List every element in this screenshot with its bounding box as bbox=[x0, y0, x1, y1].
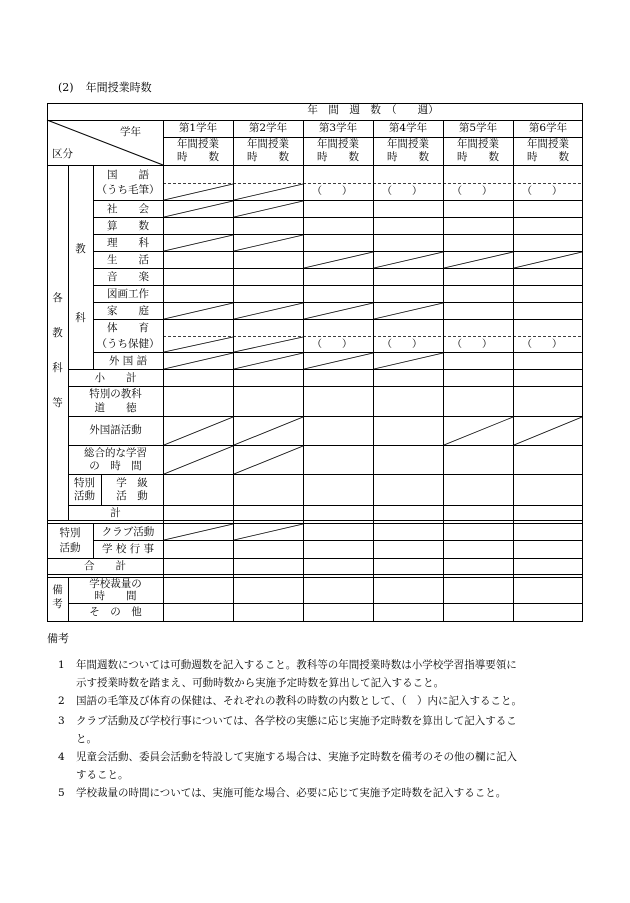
grade-4-header: 第4学年 bbox=[388, 122, 428, 134]
hours-label-2: 時 数 bbox=[317, 151, 359, 163]
hours-label-2: 時 数 bbox=[527, 151, 569, 163]
note-number: 2 bbox=[58, 695, 65, 707]
hours-label-2: 時 数 bbox=[387, 151, 429, 163]
gakunen-label: 学年 bbox=[120, 126, 141, 138]
grade-5-header: 第5学年 bbox=[458, 122, 498, 134]
gyoji-label: 学 校 行 事 bbox=[101, 543, 154, 555]
notes-title: 備考 bbox=[47, 632, 69, 645]
group-kaku-1: 各 bbox=[52, 292, 63, 304]
subject-sansu: 算 数 bbox=[107, 220, 149, 232]
tokkatsu-label-2: 活動 bbox=[74, 490, 95, 502]
hours-label-1: 年間授業 bbox=[527, 138, 569, 150]
subject-ongaku: 音 楽 bbox=[107, 271, 149, 283]
weeks-header: 年 間 週 数 （ 週） bbox=[307, 104, 439, 116]
tokubetsu-label-1: 特別 bbox=[59, 527, 81, 539]
paren-hoken-g5: （ ） bbox=[452, 339, 492, 350]
hours-label-1: 年間授業 bbox=[387, 138, 429, 150]
note-text: 学校裁量の時間については、実施可能な場合、必要に応じて実施予定時数を記入すること。 bbox=[76, 787, 507, 799]
hours-label-1: 年間授業 bbox=[457, 138, 499, 150]
note-number: 4 bbox=[58, 751, 65, 763]
tokubetsu-label-2: 活動 bbox=[59, 542, 81, 554]
hours-label-1: 年間授業 bbox=[177, 138, 219, 150]
note-text-cont: と。 bbox=[76, 733, 97, 745]
subject-taiiku: 体 育 bbox=[107, 322, 149, 334]
gakkyu-label-2: 活 動 bbox=[116, 490, 148, 502]
note-text-cont: 示す授業時数を踏まえ、可動時数から実施予定時数を算出して記入すること。 bbox=[76, 677, 445, 689]
doutoku-label-2: 道 徳 bbox=[94, 402, 137, 414]
note-text: 年間週数については可動週数を記入すること。教科等の年間授業時数は小学校学習指導要領に bbox=[76, 659, 517, 671]
paren-mohitsu-g3: （ ） bbox=[312, 186, 352, 197]
section-title-text: 年間授業時数 bbox=[85, 81, 152, 94]
hours-label-2: 時 数 bbox=[457, 151, 499, 163]
tokkatsu-label-1: 特別 bbox=[74, 477, 95, 489]
hours-label-2: 時 数 bbox=[247, 151, 289, 163]
paren-hoken-g6: （ ） bbox=[522, 339, 562, 350]
sairyo-label-2: 時 間 bbox=[94, 590, 137, 602]
subject-shakai: 社 会 bbox=[107, 203, 149, 215]
gaikokugo-katsudo-label: 外国語活動 bbox=[89, 424, 142, 436]
group-kaku-2: 教 bbox=[52, 327, 63, 339]
note-4 bbox=[58, 748, 588, 784]
sogo-label-1: 総合的な学習 bbox=[84, 447, 147, 459]
note-5 bbox=[58, 784, 588, 802]
hours-label-2: 時 数 bbox=[177, 151, 219, 163]
biko-label-1: 備 bbox=[52, 584, 63, 596]
grade-3-header: 第3学年 bbox=[318, 122, 358, 134]
subject-katei: 家 庭 bbox=[107, 305, 149, 317]
note-number: 5 bbox=[58, 787, 65, 799]
note-3 bbox=[58, 712, 588, 748]
subject-mohitsu: （うち毛筆） bbox=[96, 184, 160, 196]
sogo-label-2: の 時 間 bbox=[89, 460, 142, 472]
grade-1-header: 第1学年 bbox=[178, 122, 218, 134]
subject-seikatsu: 生 活 bbox=[107, 254, 149, 266]
paren-mohitsu-g6: （ ） bbox=[522, 186, 562, 197]
note-number: 3 bbox=[58, 715, 65, 727]
note-text-cont: すること。 bbox=[76, 769, 129, 781]
note-text: 国語の毛筆及び体育の保健は、それぞれの教科の時数の内数として、（ ）内に記入すること。 bbox=[76, 695, 523, 707]
group-kyoka-1: 教 bbox=[75, 243, 86, 255]
subject-zuga: 図画工作 bbox=[107, 288, 149, 300]
sonota-label: そ の 他 bbox=[89, 606, 142, 618]
gokei-label: 合 計 bbox=[84, 560, 126, 572]
shokei-label: 小 計 bbox=[94, 372, 137, 384]
hours-label-1: 年間授業 bbox=[247, 138, 289, 150]
club-label: クラブ活動 bbox=[101, 526, 155, 538]
paren-hoken-g4: （ ） bbox=[382, 339, 422, 350]
sairyo-label-1: 学校裁量の bbox=[89, 578, 142, 590]
grade-2-header: 第2学年 bbox=[248, 122, 288, 134]
gakkyu-label-1: 学 級 bbox=[116, 477, 148, 489]
doutoku-label-1: 特別の教科 bbox=[89, 388, 142, 400]
subject-hoken: （うち保健） bbox=[96, 338, 160, 350]
grade-6-header: 第6学年 bbox=[528, 122, 568, 134]
note-1 bbox=[58, 656, 588, 692]
note-number: 1 bbox=[58, 659, 65, 671]
subject-gaikokugo: 外 国 語 bbox=[108, 355, 148, 367]
note-2 bbox=[58, 692, 588, 710]
group-kyoka-2: 科 bbox=[75, 312, 86, 324]
note-text: 児童会活動、委員会活動を特設して実施する場合は、実施予定時数を備考のその他の欄に記入 bbox=[76, 751, 517, 763]
biko-label-2: 考 bbox=[52, 598, 63, 610]
paren-mohitsu-g4: （ ） bbox=[382, 186, 422, 197]
paren-mohitsu-g5: （ ） bbox=[452, 186, 492, 197]
group-kaku-4: 等 bbox=[52, 397, 63, 409]
paren-hoken-g3: （ ） bbox=[312, 339, 352, 350]
kubun-label: 区分 bbox=[52, 148, 73, 160]
hours-label-1: 年間授業 bbox=[317, 138, 359, 150]
subject-rika: 理 科 bbox=[107, 237, 149, 249]
note-text: クラブ活動及び学校行事については、各学校の実態に応じ実施予定時数を算出して記入するこ bbox=[76, 715, 517, 727]
subject-kokugo: 国 語 bbox=[107, 169, 149, 181]
section-number: (2) bbox=[58, 81, 74, 94]
kei-label: 計 bbox=[110, 507, 121, 519]
group-kaku-3: 科 bbox=[52, 362, 63, 374]
